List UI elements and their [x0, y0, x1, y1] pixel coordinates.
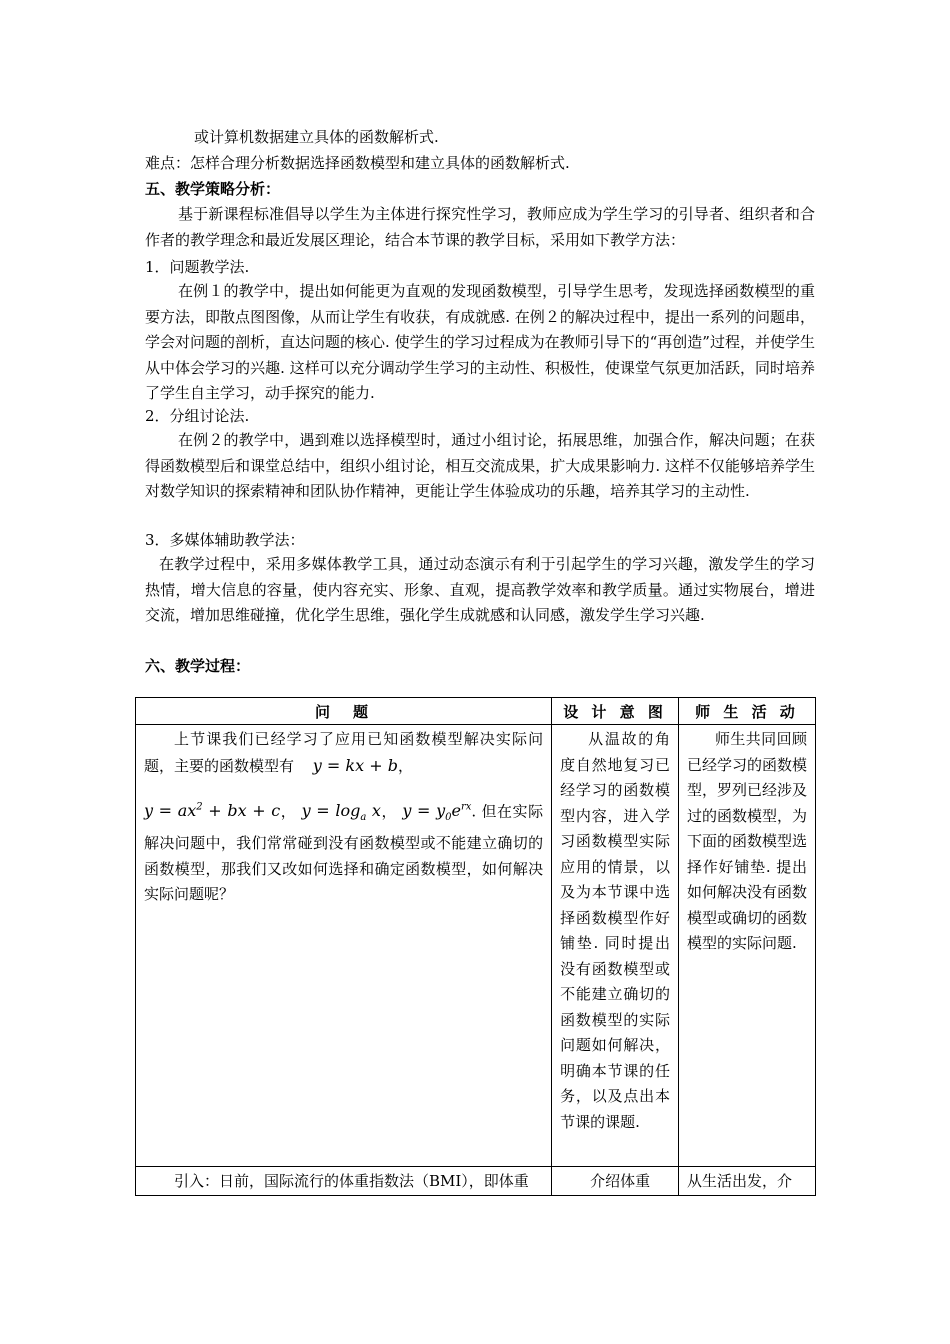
design-intent-cell	[552, 725, 679, 1167]
header-question: 问 题	[136, 698, 552, 725]
formula-exp: $y = y_0e^{rx}$	[402, 801, 472, 824]
section-6-heading: 六、教学过程：	[145, 657, 251, 675]
strategy-paragraph: 基于新课程标准倡导以学生为主体进行探究性学习，教师应成为学生学习的引导者、组织者和合作者的教学理念和最近发展区理论，结合本节课的教学目标，采用如下教学方法：	[145, 205, 815, 249]
method-3-paragraph: 在教学过程中，采用多媒体教学工具，通过动态演示有利于引起学生的学习兴趣，激发学生的学习热情，增大信息的容量，使内容充实、形象、直观，提高教学效率和教学质量。通过实物展台，增进交流，增加思维碰撞，优化学生思维，强化学生成就感和认同感，激发学生学习兴趣.	[145, 555, 815, 624]
formula-quadratic: $y = ax^2$ + bx + c	[144, 801, 281, 821]
question-intro: 上节课我们已经学习了应用已知函数模型解决实际问题，主要的函数模型有 y = kx + b，	[144, 730, 544, 775]
activity-text: 师生共同回顾已经学习的函数模型，罗列已经涉及过的函数模型，为下面的函数模型选择作好铺垫. 提出如何解决没有函数模型或确切的函数模型的实际问题.	[686, 730, 807, 952]
formula-log: $y = \log_a x$	[301, 801, 381, 824]
question-cell	[136, 1167, 552, 1196]
question-cell	[136, 725, 552, 1167]
question-continued: . 但在实际解决问题中，我们常常碰到没有函数模型或不能建立确切的函数模型，那我们又改如何选择和确定函数模型，如何解决实际问题呢？	[144, 802, 544, 904]
section-5-heading: 五、教学策略分析：	[145, 180, 281, 198]
activity-cell	[678, 1167, 815, 1196]
table-row	[136, 1167, 816, 1196]
method-1-paragraph: 在例１的教学中，提出如何能更为直观的发现函数模型，引导学生思考，发现选择函数模型的重要方法，即散点图图像，从而让学生有收获，有成就感. 在例２的解决过程中，提出一系列的问题串，学会对问题的剖析，直达问题的核心. 使学生的学习过程成为在教师引导下的“再创造”过程，并使学生从中体会学习的兴趣. 这样可以充分调动学生学习的主动性、积极性，使课堂气氛更加活跃，同时培养了学生自主学习，动手探究的能力.	[145, 282, 815, 402]
method-2-heading: 2．分组讨论法.	[145, 407, 250, 425]
design-intent-text: 介绍体重	[590, 1172, 651, 1190]
formula-line: $y = ax^2$ + bx + c， $y = \log_a x$， $y = y_0e^{rx}$. 但在实际解决问题中，我们常常碰到没有函数模型或不能建立确切的函数模型，那我们又改如何选择和确定函数模型，如何解决实际问题呢？	[144, 801, 544, 904]
table-header-row	[136, 698, 816, 725]
method-1-heading: 1．问题教学法.	[145, 258, 250, 276]
design-intent-cell	[552, 1167, 679, 1196]
table-row	[136, 725, 816, 1167]
design-intent-text: 从温故的角度自然地复习已经学习的函数模型内容，进入学习函数模型实际应用的情景，以及为本节课中选择函数模型作好铺垫. 同时提出没有函数模型或不能建立确切的函数模型的实际问题如何解决，明确本节课的任务，以及点出本节课的课题.	[560, 730, 670, 1131]
activity-cell	[678, 725, 815, 1167]
method-3-heading: 3．多媒体辅助教学法：	[145, 531, 305, 549]
difficulty-line: 难点：怎样合理分析数据选择函数模型和建立具体的函数解析式.	[145, 154, 570, 172]
teaching-process-table	[135, 697, 816, 1196]
text-line-1: 或计算机数据建立具体的函数解析式.	[194, 128, 439, 146]
header-design-intent: 设 计 意 图	[552, 698, 679, 725]
activity-text: 从生活出发，介	[686, 1172, 792, 1190]
header-activity: 师 生 活 动	[678, 698, 815, 725]
method-2-paragraph: 在例２的教学中，遇到难以选择模型时，通过小组讨论，拓展思维，加强合作，解决问题；在获得函数模型后和课堂总结中，组织小组讨论，相互交流成果，扩大成果影响力. 这样不仅能够培养学生对数学知识的探索精神和团队协作精神，更能让学生体验成功的乐趣，培养其学习的主动性.	[145, 431, 815, 500]
question-text: 引入：日前，国际流行的体重指数法（BMI），即体重	[174, 1172, 529, 1190]
formula-linear: y = kx + b	[312, 755, 398, 775]
